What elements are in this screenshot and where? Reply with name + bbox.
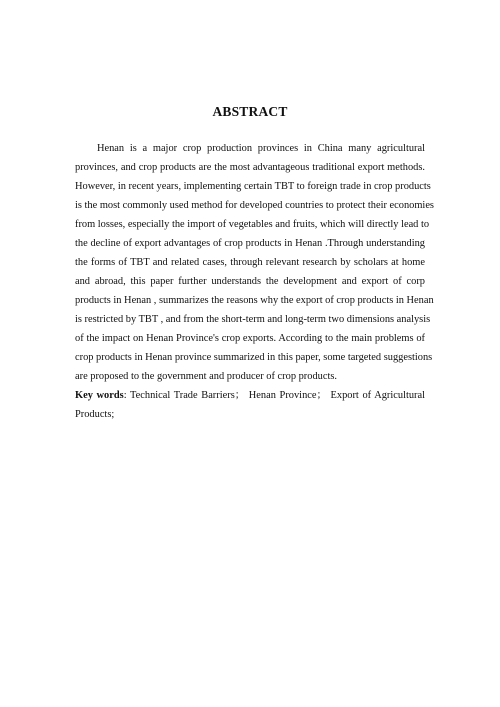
keywords-line xyxy=(75,386,425,405)
abstract-line: are proposed to the government and producer of crop products. xyxy=(75,371,337,382)
abstract-line: is the most commonly used method for developed countries to protect their economies xyxy=(75,200,434,211)
abstract-line: from losses, especially the import of vegetables and fruits, which will directly lead to xyxy=(75,219,430,230)
abstract-line: provinces, and crop products are the most advantageous traditional export methods. xyxy=(75,162,425,173)
abstract-line: Henan is a major crop production provinces in China many agricultural xyxy=(97,143,425,154)
abstract-line: of the impact on Henan Province's crop exports. According to the main problems of xyxy=(75,333,425,344)
abstract-body xyxy=(75,139,434,424)
abstract-line: is restricted by TBT , and from the short-term and long-term two dimensions analysis xyxy=(75,314,431,325)
abstract-line: the forms of TBT and related cases, through relevant research by scholars at home xyxy=(75,257,425,268)
abstract-line: crop products in Henan province summarized in this paper, some targeted suggestions xyxy=(75,352,433,363)
keywords-continuation: Products; xyxy=(75,409,115,420)
abstract-title: ABSTRACT xyxy=(212,104,288,119)
abstract-line: products in Henan , summarizes the reasons why the export of crop products in Henan xyxy=(75,295,434,306)
keywords-label: Key words xyxy=(75,390,124,401)
abstract-line: and abroad, this paper further understands the development and export of corp xyxy=(75,276,425,287)
keywords-text: : Technical Trade Barriers； Henan Province； Export of Agricultural xyxy=(123,390,426,401)
abstract-line: the decline of export advantages of crop products in Henan .Through understanding xyxy=(75,238,425,249)
abstract-line: However, in recent years, implementing certain TBT to foreign trade in crop products xyxy=(75,181,431,192)
